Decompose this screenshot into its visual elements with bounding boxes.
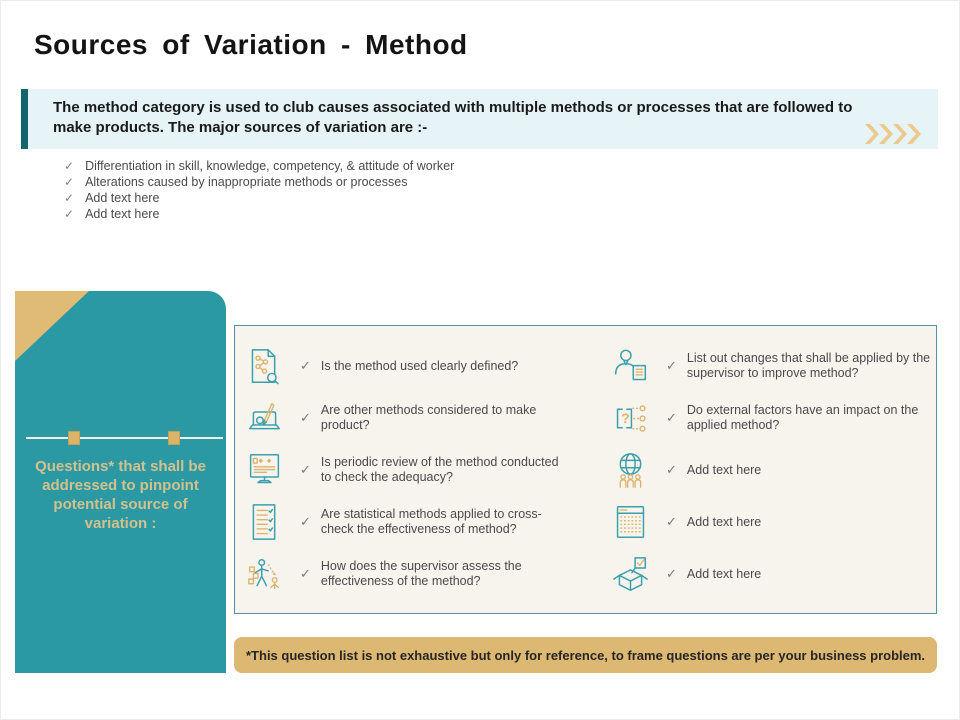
divider-square [68, 431, 80, 445]
check-icon: ✓ [300, 514, 311, 529]
question-text: Add text here [686, 514, 762, 529]
globe-people-icon [611, 450, 649, 491]
divider-square [168, 431, 180, 445]
question-row [245, 548, 569, 600]
intro-accent-bar [21, 89, 28, 149]
svg-text:?: ? [620, 409, 630, 426]
question-text: Are statistical methods applied to cross-check the effectiveness of method? [320, 507, 542, 536]
question-row [611, 444, 949, 496]
corner-triangle-decoration [15, 291, 89, 361]
question-row [611, 392, 949, 444]
question-text: Is periodic review of the method conducted to check the adequacy? [320, 455, 559, 484]
bullet-list [64, 158, 454, 222]
question-row [245, 392, 569, 444]
check-icon: ✓ [666, 462, 677, 477]
laptop-pen-icon [245, 398, 283, 439]
question-row [611, 496, 949, 548]
check-icon: ✓ [64, 175, 75, 189]
page-title: Sources of Variation - Method [34, 29, 468, 60]
bullet-item [64, 206, 454, 222]
spreadsheet-icon [611, 502, 649, 543]
question-row [245, 340, 569, 392]
panel-title: Questions* that shall be addressed to pinpoint potential source of variation : [35, 458, 206, 532]
intro-text: The method category is used to club causes associated with multiple methods or processes that are followed to make products. The major sources of variation are :- [53, 99, 853, 136]
check-icon: ✓ [666, 566, 677, 581]
bullet-item [64, 158, 454, 174]
question-text: How does the supervisor assess the effectiveness of the method? [320, 559, 522, 588]
intro-box [21, 89, 938, 149]
check-icon: ✓ [666, 410, 677, 425]
flowchart-document-icon [245, 346, 283, 387]
check-icon: ✓ [300, 410, 311, 425]
question-text: Do external factors have an impact on the applied method? [686, 403, 919, 432]
question-text: Is the method used clearly defined? [320, 358, 519, 373]
external-factors-icon [611, 398, 649, 439]
check-icon: ✓ [666, 358, 677, 373]
check-icon: ✓ [64, 191, 75, 205]
check-icon: ✓ [300, 462, 311, 477]
question-row [611, 548, 949, 600]
supervisor-document-icon [611, 346, 649, 387]
footnote-bar: *This question list is not exhaustive but only for reference, to frame questions are per your business problem. [234, 637, 937, 673]
bullet-item [64, 174, 454, 190]
questions-box [234, 325, 937, 614]
check-icon: ✓ [64, 207, 75, 221]
check-icon: ✓ [666, 514, 677, 529]
bullet-text: Alterations caused by inappropriate methods or processes [85, 175, 408, 189]
bullet-text: Differentiation in skill, knowledge, competency, & attitude of worker [85, 159, 455, 173]
open-box-icon [611, 554, 649, 595]
bullet-text: Add text here [85, 207, 160, 221]
monitor-review-icon [245, 450, 283, 491]
question-text: Are other methods considered to make product? [320, 403, 537, 432]
check-icon: ✓ [300, 566, 311, 581]
question-row [245, 444, 569, 496]
question-row [245, 496, 569, 548]
bullet-text: Add text here [85, 191, 160, 205]
chevrons-right-icon [864, 123, 926, 145]
bullet-item [64, 190, 454, 206]
supervisor-assess-icon [245, 554, 283, 595]
divider-line [26, 437, 223, 439]
statistics-document-icon [245, 502, 283, 543]
question-row [611, 340, 949, 392]
questions-column-right [611, 340, 949, 600]
question-text: Add text here [686, 566, 762, 581]
question-text: List out changes that shall be applied by the supervisor to improve method? [686, 351, 931, 380]
check-icon: ✓ [300, 358, 311, 373]
check-icon: ✓ [64, 159, 75, 173]
question-text: Add text here [686, 462, 762, 477]
questions-column-left [245, 340, 569, 600]
questions-panel [15, 291, 226, 673]
